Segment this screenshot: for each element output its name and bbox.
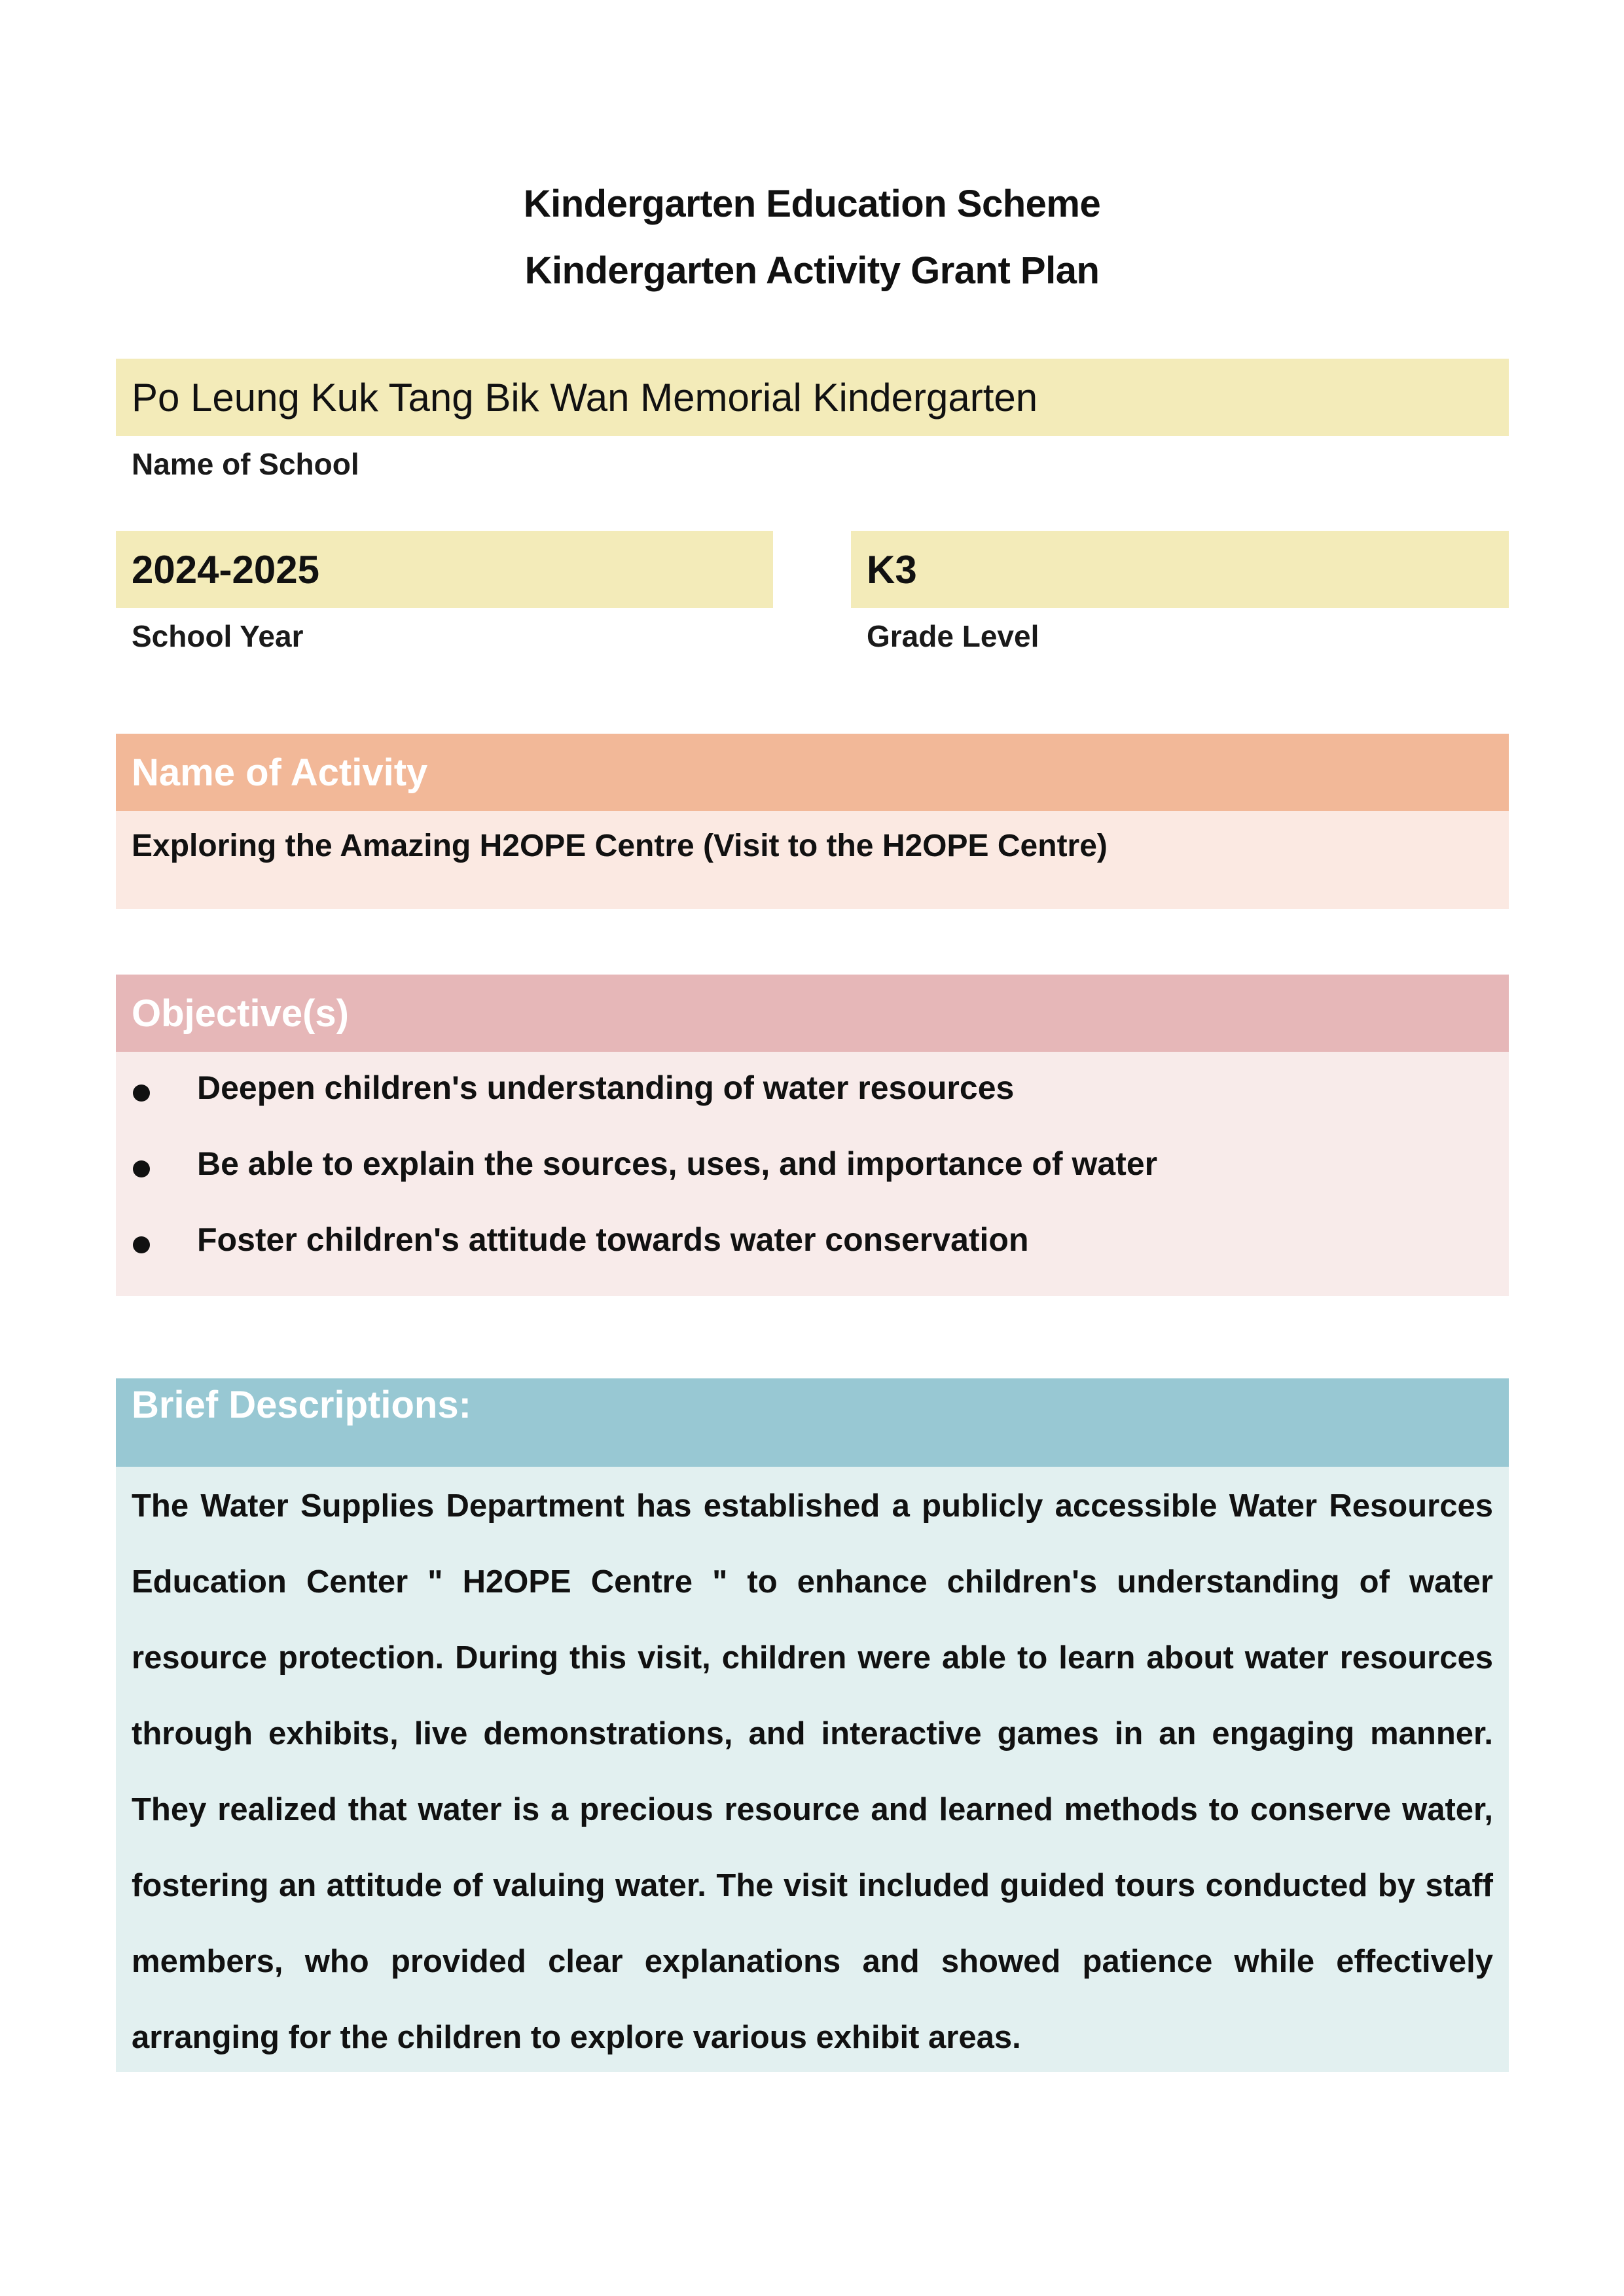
activity-section-header xyxy=(116,734,1509,811)
school-name-value: Po Leung Kuk Tang Bik Wan Memorial Kindergarten xyxy=(132,375,1038,420)
grade-level-field xyxy=(851,531,1509,608)
objective-item: Be able to explain the sources, uses, and importance of water xyxy=(197,1145,1158,1182)
plan-title: Kindergarten Activity Grant Plan xyxy=(524,249,1100,292)
objectives-section-header xyxy=(116,975,1509,1052)
school-year-value: 2024-2025 xyxy=(132,547,319,592)
description-heading: Brief Descriptions: xyxy=(132,1384,471,1426)
bullet-icon xyxy=(133,1236,150,1253)
description-section-header xyxy=(116,1378,1509,1467)
objectives-list xyxy=(116,1052,1509,1296)
scheme-title: Kindergarten Education Scheme xyxy=(523,183,1101,225)
objectives-heading: Objective(s) xyxy=(132,992,349,1035)
description-text: The Water Supplies Department has established a publicly accessible Water Resources Education Center " H2OPE Centre " to enhance children's understanding of water resource protection. During this visit, children were able to learn about water resources through exhibits, live demonstrations, and interactive games in an engaging manner. They realized that water is a precious resource and learned methods to conserve water, fostering an attitude of valuing water. The visit included guided tours conducted by staff members, who provided clear explanations and showed patience while effectively arranging for the children to explore various exhibit areas. xyxy=(132,1488,1493,2055)
grade-level-label: Grade Level xyxy=(867,619,1039,653)
bullet-icon xyxy=(133,1085,150,1102)
activity-heading: Name of Activity xyxy=(132,751,428,794)
bullet-icon xyxy=(133,1160,150,1177)
school-name-field xyxy=(116,359,1509,436)
activity-section-body xyxy=(116,811,1509,909)
grade-level-value: K3 xyxy=(867,547,917,592)
objective-item: Foster children's attitude towards water conservation xyxy=(197,1221,1029,1258)
school-year-label: School Year xyxy=(132,619,304,653)
school-name-label: Name of School xyxy=(132,447,359,481)
activity-name: Exploring the Amazing H2OPE Centre (Visit to the H2OPE Centre) xyxy=(132,829,1108,863)
objective-item: Deepen children's understanding of water resources xyxy=(197,1069,1015,1106)
description-section-body xyxy=(116,1467,1509,2072)
school-year-field xyxy=(116,531,773,608)
